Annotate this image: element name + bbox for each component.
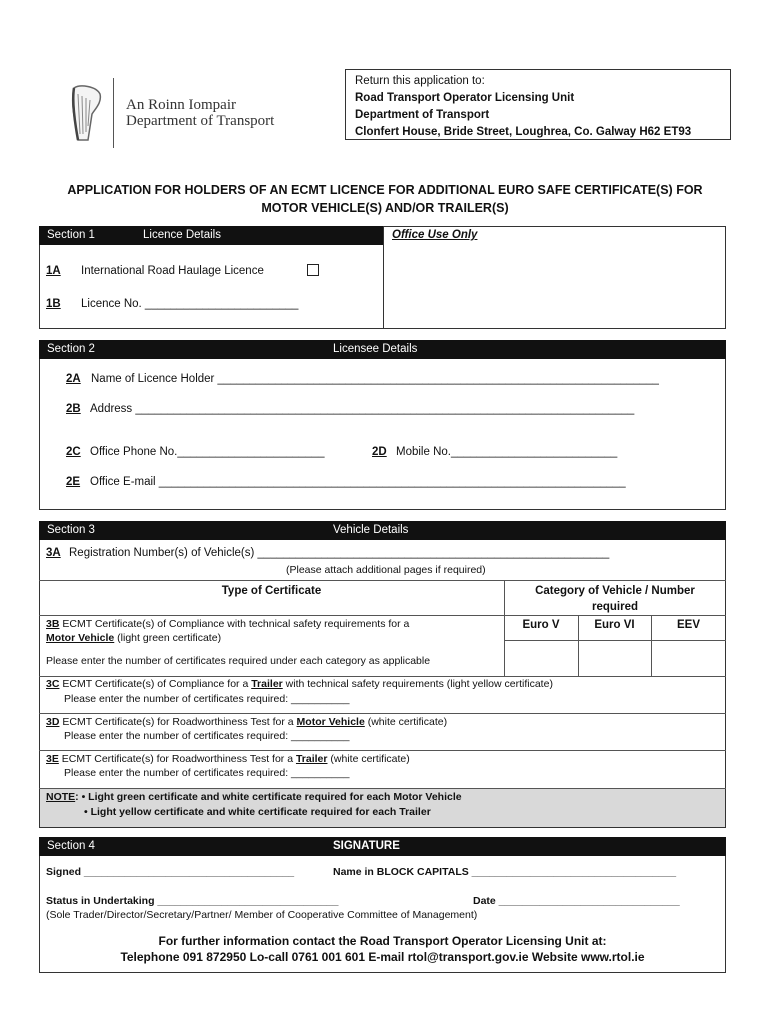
eev-header: EEV	[676, 619, 700, 631]
item-3c-line	[46, 678, 553, 690]
note-text-2: • Light yellow certificate and white certificate required for each Trailer	[84, 806, 431, 818]
motor-vehicle-link: Motor Vehicle	[296, 716, 365, 728]
attach-pages-note: (Please attach additional pages if required)	[286, 564, 486, 576]
address-field[interactable]: Address ______________________________________________________________________________	[90, 403, 635, 415]
form-title-line1: APPLICATION FOR HOLDERS OF AN ECMT LICENCE FOR ADDITIONAL EURO SAFE CERTIFICATE(S) FOR	[67, 183, 703, 197]
department-name-irish: An Roinn Iompair	[126, 97, 236, 113]
item-3d-number: 3D	[46, 716, 60, 728]
euro-vi-input[interactable]	[579, 641, 651, 676]
item-2a-number: 2A	[66, 373, 81, 385]
item-1b-number: 1B	[46, 298, 61, 310]
euro-v-input[interactable]	[505, 641, 578, 676]
item-2b-number: 2B	[66, 403, 81, 415]
item-3a-number: 3A	[46, 547, 61, 559]
section2-label: Section 2	[47, 343, 95, 355]
item-3c-text-a: ECMT Certificate(s) of Compliance for a	[59, 678, 252, 690]
return-label: Return this application to:	[355, 75, 485, 87]
logo-divider	[113, 78, 114, 148]
item-3d-line	[46, 716, 447, 728]
item-3b-note: Please enter the number of certificates required under each category as applicable	[46, 655, 431, 667]
section4-heading: SIGNATURE	[333, 840, 400, 852]
name-block-capitals-field[interactable]: Name in BLOCK CAPITALS ___________________________________	[333, 866, 677, 878]
item-1a-number: 1A	[46, 265, 61, 277]
item-3e-text-b: (white certificate)	[327, 753, 410, 765]
row-divider	[39, 615, 504, 616]
licence-holder-name-field[interactable]: Name of Licence Holder _____________________________________________________________________	[91, 373, 659, 385]
international-licence-checkbox[interactable]	[307, 264, 319, 276]
note-line1	[46, 791, 462, 803]
contact-line1: For further information contact the Road Transport Operator Licensing Unit at:	[158, 934, 607, 948]
office-email-field[interactable]: Office E-mail _________________________________________________________________________	[90, 476, 626, 488]
return-unit: Road Transport Operator Licensing Unit	[355, 92, 575, 104]
item-3c-quantity-field[interactable]: Please enter the number of certificates required: __________	[64, 693, 350, 705]
row-divider	[39, 713, 726, 714]
item-2d-number: 2D	[372, 446, 387, 458]
harp-logo-icon	[66, 84, 106, 144]
item-3d-quantity-field[interactable]: Please enter the number of certificates required: __________	[64, 730, 350, 742]
signed-field[interactable]: Signed ____________________________________	[46, 866, 295, 878]
form-title	[30, 181, 740, 217]
office-use-label: Office Use Only	[392, 229, 478, 241]
status-in-undertaking-field[interactable]: Status in Undertaking _______________________________	[46, 895, 339, 907]
return-address: Clonfert House, Bride Street, Loughrea, Co. Galway H62 ET93	[355, 126, 692, 138]
section4-label: Section 4	[47, 840, 95, 852]
section1-header	[39, 226, 383, 245]
note-label: NOTE	[46, 791, 76, 803]
item-3e-text-a: ECMT Certificate(s) for Roadworthiness Test for a	[58, 753, 296, 765]
note-text-1: : • Light green certificate and white certificate required for each Motor Vehicle	[75, 791, 462, 803]
item-3c-number: 3C	[46, 678, 60, 690]
item-3d-text-b: (white certificate)	[364, 716, 448, 728]
status-options-note: (Sole Trader/Director/Secretary/Partner/ Member of Cooperative Committee of Management)	[46, 909, 478, 921]
item-3b-line1	[46, 618, 409, 630]
return-department: Department of Transport	[355, 109, 490, 121]
return-address-box	[345, 69, 731, 140]
office-use-box	[383, 226, 726, 329]
item-3b-line2	[46, 632, 221, 644]
category-header-line1: Category of Vehicle / Number	[535, 585, 695, 597]
item-2e-number: 2E	[66, 476, 81, 488]
item-3e-line	[46, 753, 410, 765]
item-2c-number: 2C	[66, 446, 81, 458]
date-field[interactable]: Date _______________________________	[473, 895, 680, 907]
item-3e-quantity-field[interactable]: Please enter the number of certificates required: __________	[64, 767, 350, 779]
form-title-line2: MOTOR VEHICLE(S) AND/OR TRAILER(S)	[261, 201, 509, 215]
type-of-certificate-header: Type of Certificate	[221, 585, 322, 597]
contact-line2: Telephone 091 872950 Lo-call 0761 001 601 E-mail rtol@transport.gov.ie Website www.rtol.ie	[120, 950, 645, 964]
section3-heading: Vehicle Details	[333, 524, 409, 536]
section2-header	[39, 340, 726, 359]
trailer-link: Trailer	[295, 753, 328, 765]
item-3d-text-a: ECMT Certificate(s) for Roadworthiness Test for a	[59, 716, 297, 728]
euro-v-header: Euro V	[522, 619, 560, 631]
mobile-number-field[interactable]: Mobile No.__________________________	[396, 446, 618, 458]
section1-label: Section 1	[47, 229, 95, 241]
department-name-english: Department of Transport	[126, 113, 275, 129]
item-3e-number: 3E	[46, 753, 59, 765]
category-header-line2: required	[591, 601, 638, 613]
section2-heading: Licensee Details	[333, 343, 418, 355]
registration-numbers-field[interactable]: Registration Number(s) of Vehicle(s) _______________________________________________________	[69, 547, 610, 559]
row-divider	[504, 615, 726, 616]
item-3b-text: ECMT Certificate(s) of Compliance with technical safety requirements for a	[59, 618, 410, 630]
office-phone-field[interactable]: Office Phone No._______________________	[90, 446, 325, 458]
motor-vehicle-link: Motor Vehicle	[46, 632, 115, 644]
section4-header	[39, 837, 726, 856]
section1-heading: Licence Details	[143, 229, 221, 241]
item-3c-text-b: with technical safety requirements (light yellow certificate)	[282, 678, 553, 690]
table-top-border	[39, 580, 726, 581]
item-3b-number: 3B	[46, 618, 60, 630]
trailer-link: Trailer	[251, 678, 283, 690]
row-divider	[39, 676, 726, 677]
section3-header	[39, 521, 726, 540]
row-divider	[39, 750, 726, 751]
euro-vi-header: Euro VI	[594, 619, 635, 631]
section3-label: Section 3	[47, 524, 95, 536]
eev-input[interactable]	[652, 641, 726, 676]
item-3b-rest: (light green certificate)	[114, 632, 222, 644]
item-1a-label: International Road Haulage Licence	[81, 265, 264, 277]
licence-number-field[interactable]: Licence No. ________________________	[81, 298, 299, 310]
